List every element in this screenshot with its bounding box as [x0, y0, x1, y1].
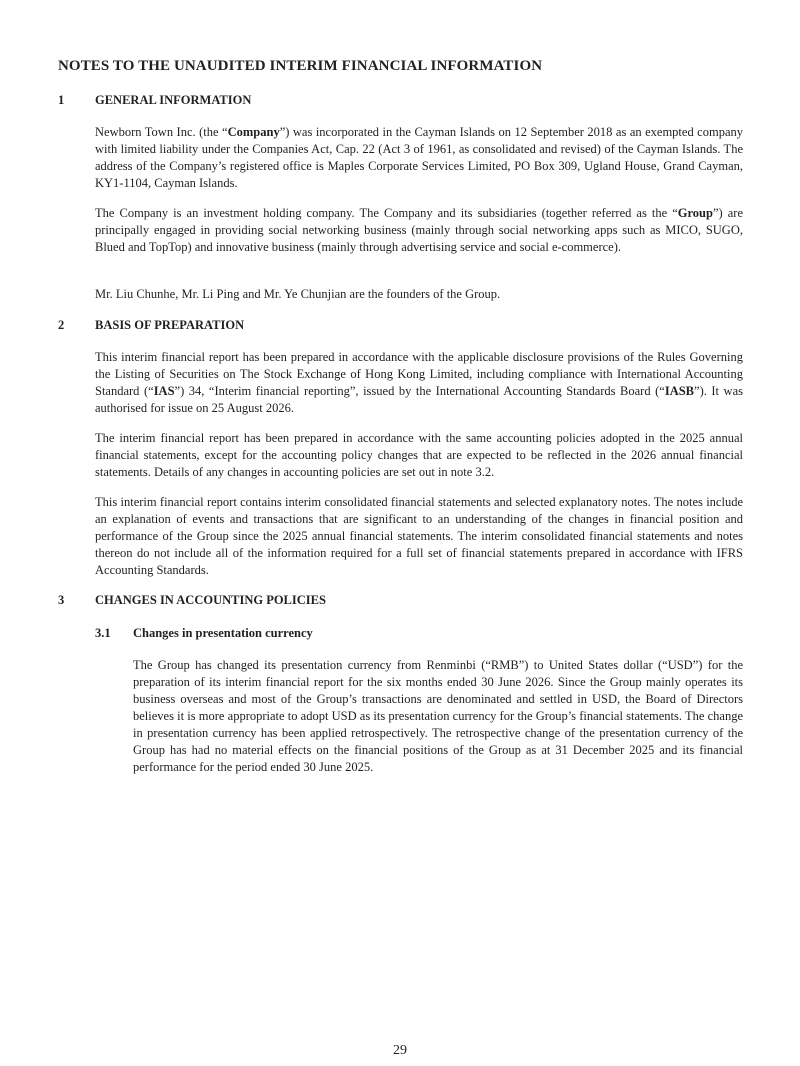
paragraph [95, 349, 743, 417]
text-run: The Company is an investment holding company. The Company and its subsidiaries (together referred as the “ [95, 206, 678, 220]
text-run: ”). It was authorised for issue on 25 August 2026. [95, 384, 743, 415]
section-heading-basis-of-preparation [58, 318, 244, 333]
page-number: 29 [393, 1043, 407, 1058]
text-run: ”) are principally engaged in providing social networking business (mainly through social networking apps such as MICO, SUGO, Blued and TopTop) and innovative business (mainly through advertising service and social e-commerce). [95, 206, 743, 254]
section-number: 2 [58, 318, 65, 332]
text-run: ”) 34, “Interim financial reporting”, issued by the International Accounting Standards Board (“ [174, 384, 665, 398]
section-number: 1 [58, 93, 65, 107]
section-number: 3 [58, 593, 65, 607]
text-run: ”) was incorporated in the Cayman Islands on 12 September 2018 as an exempted company with limited liability under the Companies Act, Cap. 22 (Act 3 of 1961, as consolidated and revised) of the Cayman Islands. The address of the Company’s registered office is Maples Corporate Services Limited, PO Box 309, Ugland House, Grand Cayman, KY1-1104, Cayman Islands. [95, 125, 743, 190]
text-run: This interim financial report has been prepared in accordance with the applicable disclosure provisions of the Rules Governing the Listing of Securities on The Stock Exchange of Hong Kong Limited, including compliance with International Accounting Standard (“ [95, 350, 743, 398]
subsection-heading-presentation-currency [95, 626, 313, 641]
text-run: Newborn Town Inc. (the “ [95, 125, 228, 139]
paragraph: The Group has changed its presentation currency from Renminbi (“RMB”) to United States dollar (“USD”) for the preparation of its interim financial report for the six months ended 30 June 2026. Since the Group mainly operates its business overseas and most of the Group’s transactions are denominated and settled in USD, the Board of Directors believes it is more appropriate to adopt USD as its presentation currency for the Group’s financial statements. The change in presentation currency has been applied retrospectively. The retrospective change of the presentation currency of the Group has had no material effects on the financial positions of the Group as at 31 December 2025 and its financial performance for the period ended 30 June 2025. [133, 658, 743, 774]
section-heading-changes-in-accounting-policies [58, 593, 326, 608]
section-heading-general-information [58, 93, 251, 108]
defined-term: IAS [153, 384, 175, 398]
section-title: BASIS OF PREPARATION [95, 318, 245, 332]
section-title: GENERAL INFORMATION [95, 93, 252, 107]
paragraph: The interim financial report has been prepared in accordance with the same accounting policies adopted in the 2025 annual financial statements, except for the accounting policy changes that are expected to be reflected in the 2026 annual financial statements. Details of any changes in accounting policies are set out in note 3.2. [95, 431, 743, 479]
page-title: NOTES TO THE UNAUDITED INTERIM FINANCIAL INFORMATION [58, 58, 543, 74]
defined-term: Company [227, 125, 280, 139]
defined-term: Group [677, 206, 713, 220]
paragraph [95, 124, 743, 192]
subsection-title: Changes in presentation currency [133, 626, 313, 640]
subsection-number: 3.1 [95, 626, 111, 640]
paragraph: This interim financial report contains interim consolidated financial statements and selected explanatory notes. The notes include an explanation of events and transactions that are significant to an understanding of the changes in financial position and performance of the Group since the 2025 annual financial statements. The interim consolidated financial statements and notes thereon do not include all of the information required for a full set of financial statements prepared in accordance with IFRS Accounting Standards. [95, 495, 743, 577]
paragraph: Mr. Liu Chunhe, Mr. Li Ping and Mr. Ye Chunjian are the founders of the Group. [95, 287, 501, 301]
paragraph [95, 205, 743, 256]
section-title: CHANGES IN ACCOUNTING POLICIES [95, 593, 326, 607]
defined-term: IASB [664, 384, 695, 398]
